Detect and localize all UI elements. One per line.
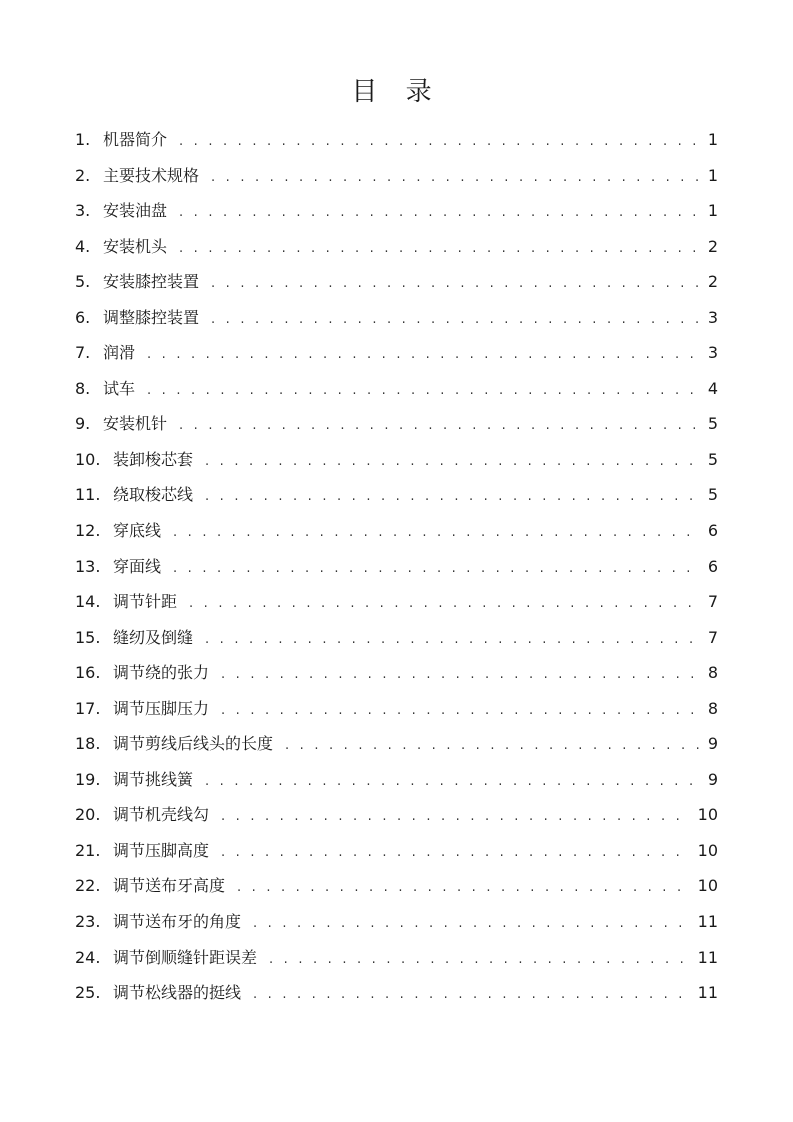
toc-entry[interactable] <box>75 193 718 229</box>
dot-leader <box>205 444 700 480</box>
toc-entry-label: 调整膝控装置 <box>103 307 200 327</box>
toc-entry[interactable] <box>75 371 718 407</box>
toc-entry-page-number: 7 <box>707 592 718 612</box>
toc-entry[interactable] <box>75 406 718 442</box>
toc-entry[interactable] <box>75 691 718 727</box>
toc-entry[interactable] <box>75 513 718 549</box>
toc-entry-label: 调节针距 <box>113 592 178 612</box>
toc-entry-number: 25. <box>75 983 101 1003</box>
dot-leader <box>221 693 700 729</box>
toc-entry[interactable] <box>75 264 718 300</box>
toc-entry-label: 调节压脚高度 <box>113 840 210 860</box>
toc-entry-number: 1. <box>75 130 91 149</box>
toc-entry[interactable] <box>75 762 718 798</box>
toc-entry-number: 23. <box>75 912 101 932</box>
dot-leader <box>147 337 700 373</box>
toc-entry-page-number: 10 <box>697 840 718 860</box>
dot-leader <box>269 942 690 978</box>
toc-entry-page-number: 4 <box>707 378 718 398</box>
toc-entry-label: 调节送布牙高度 <box>113 876 226 896</box>
toc-entry-number: 14. <box>75 592 101 612</box>
toc-entry-label: 缝纫及倒缝 <box>113 627 194 647</box>
toc-entry-number: 22. <box>75 876 101 896</box>
toc-entry[interactable] <box>75 477 718 513</box>
toc-entry[interactable] <box>75 868 718 904</box>
toc-entry-label: 调节送布牙的角度 <box>113 912 242 932</box>
toc-entry-label: 安装油盘 <box>103 201 168 221</box>
toc-entry-page-number: 3 <box>707 307 718 327</box>
toc-entry-number: 24. <box>75 947 101 967</box>
toc-entry-page-number: 1 <box>707 201 718 221</box>
toc-entry[interactable] <box>75 655 718 691</box>
toc-entry[interactable] <box>75 229 718 265</box>
dot-leader <box>173 515 700 551</box>
toc-entry-page-number: 8 <box>707 663 718 683</box>
toc-entry-label: 调节剪线后线头的长度 <box>113 734 274 754</box>
toc-entry-label: 穿面线 <box>113 556 162 576</box>
toc-entry-label: 机器简介 <box>103 130 168 149</box>
dot-leader <box>147 373 700 409</box>
toc-entry-number: 3. <box>75 201 91 221</box>
toc-entry-label: 润滑 <box>103 343 136 363</box>
toc-entry-number: 13. <box>75 556 101 576</box>
toc-entry-page-number: 5 <box>707 414 718 434</box>
dot-leader <box>205 764 700 800</box>
toc-entry-page-number: 6 <box>707 521 718 541</box>
toc-entry-number: 5. <box>75 272 91 292</box>
dot-leader <box>179 408 700 444</box>
toc-entry-label: 调节挑线簧 <box>113 769 194 789</box>
toc-entry[interactable] <box>75 833 718 869</box>
toc-entry[interactable] <box>75 726 718 762</box>
toc-entry-number: 12. <box>75 521 101 541</box>
toc-entry-label: 调节绕的张力 <box>113 663 210 683</box>
dot-leader <box>189 586 700 622</box>
toc-entry-number: 18. <box>75 734 101 754</box>
toc-entry-page-number: 8 <box>707 698 718 718</box>
toc-entry-number: 4. <box>75 236 91 256</box>
toc-entry-page-number: 5 <box>707 485 718 505</box>
toc-entry[interactable] <box>75 940 718 976</box>
toc-entry-label: 调节机壳线勾 <box>113 805 210 825</box>
dot-leader <box>285 728 700 764</box>
toc-entry-number: 19. <box>75 769 101 789</box>
dot-leader <box>179 124 700 160</box>
toc-entry-page-number: 7 <box>707 627 718 647</box>
toc-entry-page-number: 1 <box>707 130 718 149</box>
toc-entry[interactable] <box>75 904 718 940</box>
page-title: 目 录 <box>351 77 442 107</box>
dot-leader <box>179 231 700 267</box>
toc-entry-page-number: 2 <box>707 236 718 256</box>
toc-entry[interactable] <box>75 584 718 620</box>
toc-entry-page-number: 11 <box>697 983 718 1003</box>
toc-entry-number: 6. <box>75 307 91 327</box>
toc-entry[interactable] <box>75 975 718 1011</box>
toc-entry-number: 11. <box>75 485 101 505</box>
toc-entry-number: 7. <box>75 343 91 363</box>
toc-entry-page-number: 6 <box>707 556 718 576</box>
toc-entry-label: 安装机头 <box>103 236 168 256</box>
dot-leader <box>205 479 700 515</box>
toc-entry-page-number: 10 <box>697 805 718 825</box>
toc-entry[interactable] <box>75 620 718 656</box>
dot-leader <box>211 266 700 302</box>
toc-entry[interactable] <box>75 335 718 371</box>
toc-entry-page-number: 11 <box>697 947 718 967</box>
toc-entry-page-number: 5 <box>707 449 718 469</box>
toc-entry-page-number: 1 <box>707 165 718 185</box>
dot-leader <box>211 302 700 338</box>
dot-leader <box>253 977 690 1013</box>
toc-entry-page-number: 3 <box>707 343 718 363</box>
dot-leader <box>221 835 690 871</box>
dot-leader <box>173 551 700 587</box>
toc-entry-label: 主要技术规格 <box>103 165 200 185</box>
toc-entry-label: 调节倒顺缝针距误差 <box>113 947 258 967</box>
toc-entry-label: 安装机针 <box>103 414 168 434</box>
toc-entry-label: 调节松线器的挺线 <box>113 983 242 1003</box>
toc-entry-page-number: 9 <box>707 769 718 789</box>
toc-entry-label: 安装膝控装置 <box>103 272 200 292</box>
toc-entry-number: 9. <box>75 414 91 434</box>
toc-entry-label: 绕取梭芯线 <box>113 485 194 505</box>
toc-entry-page-number: 2 <box>707 272 718 292</box>
toc-entry[interactable] <box>75 122 718 158</box>
toc-entry-label: 调节压脚压力 <box>113 698 210 718</box>
toc-entry[interactable] <box>75 797 718 833</box>
toc-entry-number: 8. <box>75 378 91 398</box>
toc-entry-number: 15. <box>75 627 101 647</box>
toc-entry-page-number: 11 <box>697 912 718 932</box>
toc-entry-number: 10. <box>75 449 101 469</box>
dot-leader <box>253 906 690 942</box>
toc-entry-number: 16. <box>75 663 101 683</box>
dot-leader <box>237 870 690 906</box>
toc-entry-label: 穿底线 <box>113 521 162 541</box>
toc-entry[interactable] <box>75 442 718 478</box>
table-of-contents <box>75 122 718 1011</box>
dot-leader <box>211 160 700 196</box>
toc-entry[interactable] <box>75 549 718 585</box>
toc-entry-page-number: 10 <box>697 876 718 896</box>
toc-entry-label: 试车 <box>103 378 136 398</box>
toc-entry-page-number: 9 <box>707 734 718 754</box>
toc-entry-number: 17. <box>75 698 101 718</box>
dot-leader <box>221 657 700 693</box>
dot-leader <box>205 622 700 658</box>
toc-entry-number: 21. <box>75 840 101 860</box>
toc-entry-number: 20. <box>75 805 101 825</box>
toc-entry-label: 装卸梭芯套 <box>113 449 194 469</box>
dot-leader <box>221 799 690 835</box>
toc-entry[interactable] <box>75 158 718 194</box>
dot-leader <box>179 195 700 231</box>
toc-entry[interactable] <box>75 300 718 336</box>
toc-entry-number: 2. <box>75 165 91 185</box>
